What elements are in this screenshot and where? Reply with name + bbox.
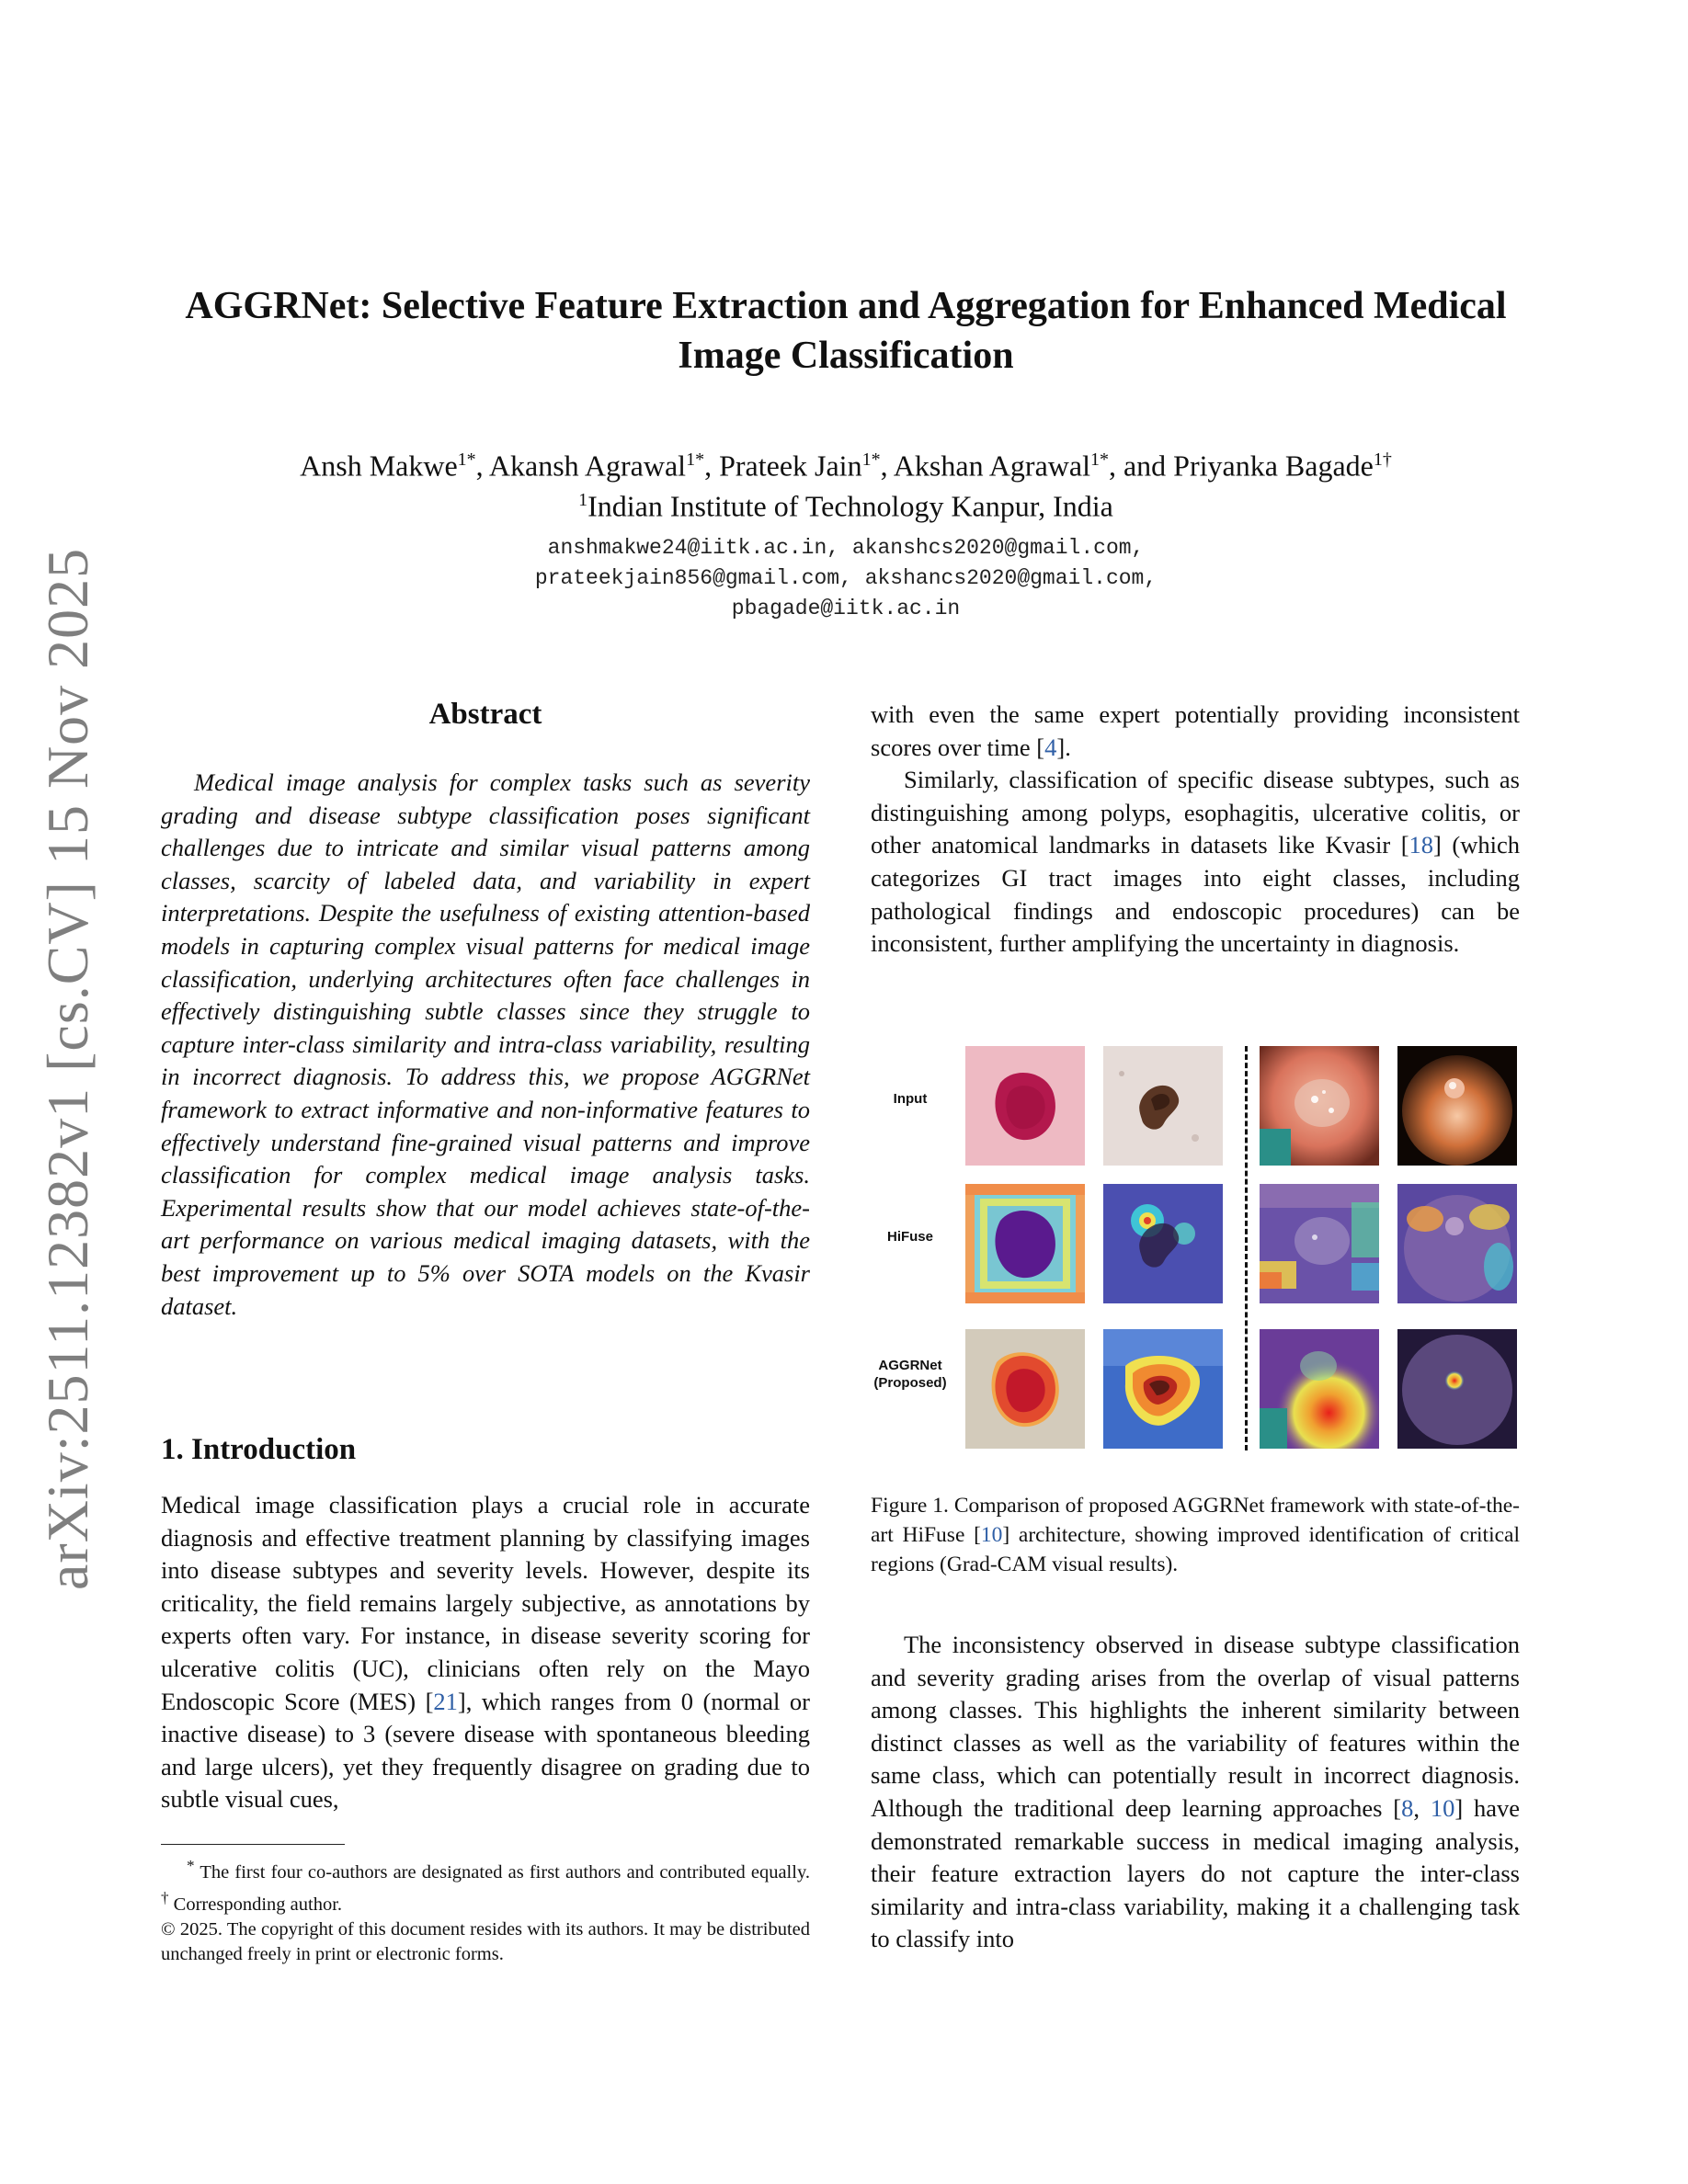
- aggrnet-heatmap-1: [965, 1329, 1085, 1449]
- text-run: Medical image classification plays a crucial role in accurate diagnosis and effective treatment planning by classifying images into disease subtypes and severity levels. However, despite its criticality, the field remains largely subjective, as annotations by experts often vary. For instance, in disease severity scoring for ulcerative colitis (UC), clinicians often rely on the Mayo Endoscopic Score (MES) [: [161, 1491, 810, 1715]
- author-mark: 1†: [1373, 449, 1392, 470]
- email-line: anshmakwe24@iitk.ac.in, akanshcs2020@gmail.com,: [547, 536, 1145, 560]
- email-line: pbagade@iitk.ac.in: [731, 597, 961, 620]
- text-run: ] have demonstrated remarkable success in medical imaging analysis, their feature extraction layers do not capture the inter-class similarity and intra-class variability, making it a challenging task to classify into: [871, 1793, 1520, 1953]
- aggrnet-heatmap-4: [1397, 1329, 1517, 1449]
- figure-1-gradcam-comparison: [864, 1039, 1526, 1452]
- email-line: prateekjain856@gmail.com, akshancs2020@gmail.com,: [534, 566, 1158, 590]
- paper-title: AGGRNet: Selective Feature Extraction and Aggregation for Enhanced Medical Image Classification: [185, 285, 1507, 377]
- text-run: ,: [1413, 1793, 1431, 1822]
- footnote-divider: [161, 1844, 345, 1845]
- footnote-mark: *: [187, 1857, 195, 1874]
- author-emails: [138, 533, 1554, 624]
- affiliation-text: Indian Institute of Technology Kanpur, India: [587, 489, 1113, 523]
- affiliation: [138, 480, 1554, 527]
- author-name: Priyanka Bagade: [1173, 449, 1374, 483]
- intro-paragraph-1-continued: [871, 699, 1520, 764]
- intro-paragraph-1: [161, 1489, 810, 1816]
- text-run: ], which ranges from 0 (normal or inactive disease) to 3 (severe disease with spontaneous bleeding and large ulcers), yet they frequently disagree on grading due to subtle visual cues,: [161, 1687, 810, 1814]
- arxiv-identifier[interactable]: arXiv:2511.12382v1 [cs.CV] 15 Nov 2025: [35, 547, 100, 1590]
- text-run: ].: [1056, 733, 1071, 761]
- figure-1-caption: [871, 1491, 1520, 1579]
- text-run: ] architecture, showing improved identification of critical regions (Grad-CAM visual results).: [871, 1523, 1520, 1576]
- footnotes: [161, 1853, 810, 1967]
- text-run: The inconsistency observed in disease subtype classification and severity grading arises from the overlap of visual patterns among classes. This highlights the inherent similarity between distinct classes as well as the variability of features within the same class, which can potentially result in incorrect diagnosis. Although the traditional deep learning approaches [: [871, 1631, 1520, 1822]
- footnote-mark: †: [161, 1888, 169, 1906]
- text-run: with even the same expert potentially providing inconsistent scores over time [: [871, 700, 1520, 761]
- row-label-aggrnet: [864, 1357, 956, 1392]
- author-mark: 1*: [457, 449, 476, 470]
- author-name: Akansh Agrawal: [488, 449, 687, 483]
- text-run: ] (which categorizes GI tract images into eight classes, including pathological findings and endoscopic procedures) can be inconsistent, further amplifying the uncertainty in diagnosis.: [871, 831, 1520, 958]
- input-image-skin-lesion-2: [1103, 1046, 1223, 1166]
- footnote-copyright: © 2025. The copyright of this document resides with its authors. It may be distributed unchanged freely in print or electronic forms.: [161, 1918, 810, 1964]
- input-image-endoscopy-2: [1397, 1046, 1517, 1166]
- citation-link[interactable]: 10: [1430, 1793, 1455, 1822]
- citation-link[interactable]: 8: [1401, 1793, 1414, 1822]
- row-label-line: (Proposed): [873, 1375, 947, 1391]
- figure-divider: [1245, 1046, 1248, 1450]
- affiliation-mark: 1: [578, 490, 588, 510]
- author-mark: 1*: [686, 449, 705, 470]
- citation-link[interactable]: 4: [1044, 733, 1057, 761]
- author-conjunction: and: [1123, 449, 1167, 483]
- author-name: Prateek Jain: [719, 449, 862, 483]
- input-image-endoscopy-1: [1260, 1046, 1379, 1166]
- hifuse-heatmap-4: [1397, 1184, 1517, 1303]
- text-run: The first four co-authors are designated as first authors and contributed equally.: [194, 1861, 810, 1883]
- intro-paragraph-2: [871, 764, 1520, 961]
- hifuse-heatmap-1: [965, 1184, 1085, 1303]
- footnote-authors: [161, 1853, 810, 1917]
- abstract-text: Medical image analysis for complex tasks such as severity grading and disease subtype classification poses significant challenges due to intricate and similar visual patterns among classes, scarcity of labeled data, and variability in expert interpretations. Despite the usefulness of existing attention-based models in capturing complex visual patterns for medical image classification, underlying architectures often face challenges in effectively distinguishing subtle classes since they struggle to capture inter-class similarity and intra-class variability, resulting in incorrect diagnosis. To address this, we propose AGGRNet framework to extract informative and non-informative features to effectively understand fine-grained visual patterns and improve classification for complex medical image analysis tasks. Experimental results show that our model achieves state-of-the-art performance on various medical imaging datasets, with the best improvement up to 5% over SOTA models on the Kvasir dataset.: [161, 768, 810, 1320]
- text-run: Similarly, classification of specific disease subtypes, such as distinguishing among polyps, esophagitis, ulcerative colitis, or other anatomical landmarks in datasets like Kvasir [: [871, 766, 1520, 859]
- author-list: Ansh Makwe$^{1*}$, Akansh Agrawal$^{1*}$, Prateek Jain$^{1*}$, Akshan Agrawal$^{1*}$, and Priyanka Bagade$^{1\dagger}$: [300, 449, 1392, 483]
- author-name: Ansh Makwe: [300, 449, 458, 483]
- aggrnet-heatmap-2: [1103, 1329, 1223, 1449]
- row-label-hifuse: HiFuse: [886, 1229, 933, 1245]
- section-heading-introduction: 1. Introduction: [161, 1433, 357, 1466]
- abstract-heading: Abstract: [428, 698, 542, 731]
- row-label-input: Input: [893, 1091, 928, 1107]
- row-label-line: AGGRNet: [878, 1358, 942, 1373]
- author-mark: 1*: [861, 449, 881, 470]
- citation-link[interactable]: 21: [433, 1687, 458, 1715]
- author-mark: 1*: [1089, 449, 1109, 470]
- text-run: Corresponding author.: [168, 1894, 343, 1915]
- hifuse-heatmap-3: [1260, 1184, 1379, 1303]
- citation-link[interactable]: 10: [980, 1523, 1003, 1547]
- intro-continued: [871, 699, 1520, 961]
- author-name: Akshan Agrawal: [893, 449, 1090, 483]
- intro-paragraph-3: [871, 1629, 1520, 1956]
- hifuse-heatmap-2: [1103, 1184, 1223, 1303]
- aggrnet-heatmap-3: [1260, 1329, 1379, 1449]
- citation-link[interactable]: 18: [1409, 831, 1434, 859]
- text-run: Figure 1. Comparison of proposed AGGRNet framework with state-of-the-art HiFuse [: [871, 1494, 1520, 1547]
- input-image-skin-lesion-1: [965, 1046, 1085, 1166]
